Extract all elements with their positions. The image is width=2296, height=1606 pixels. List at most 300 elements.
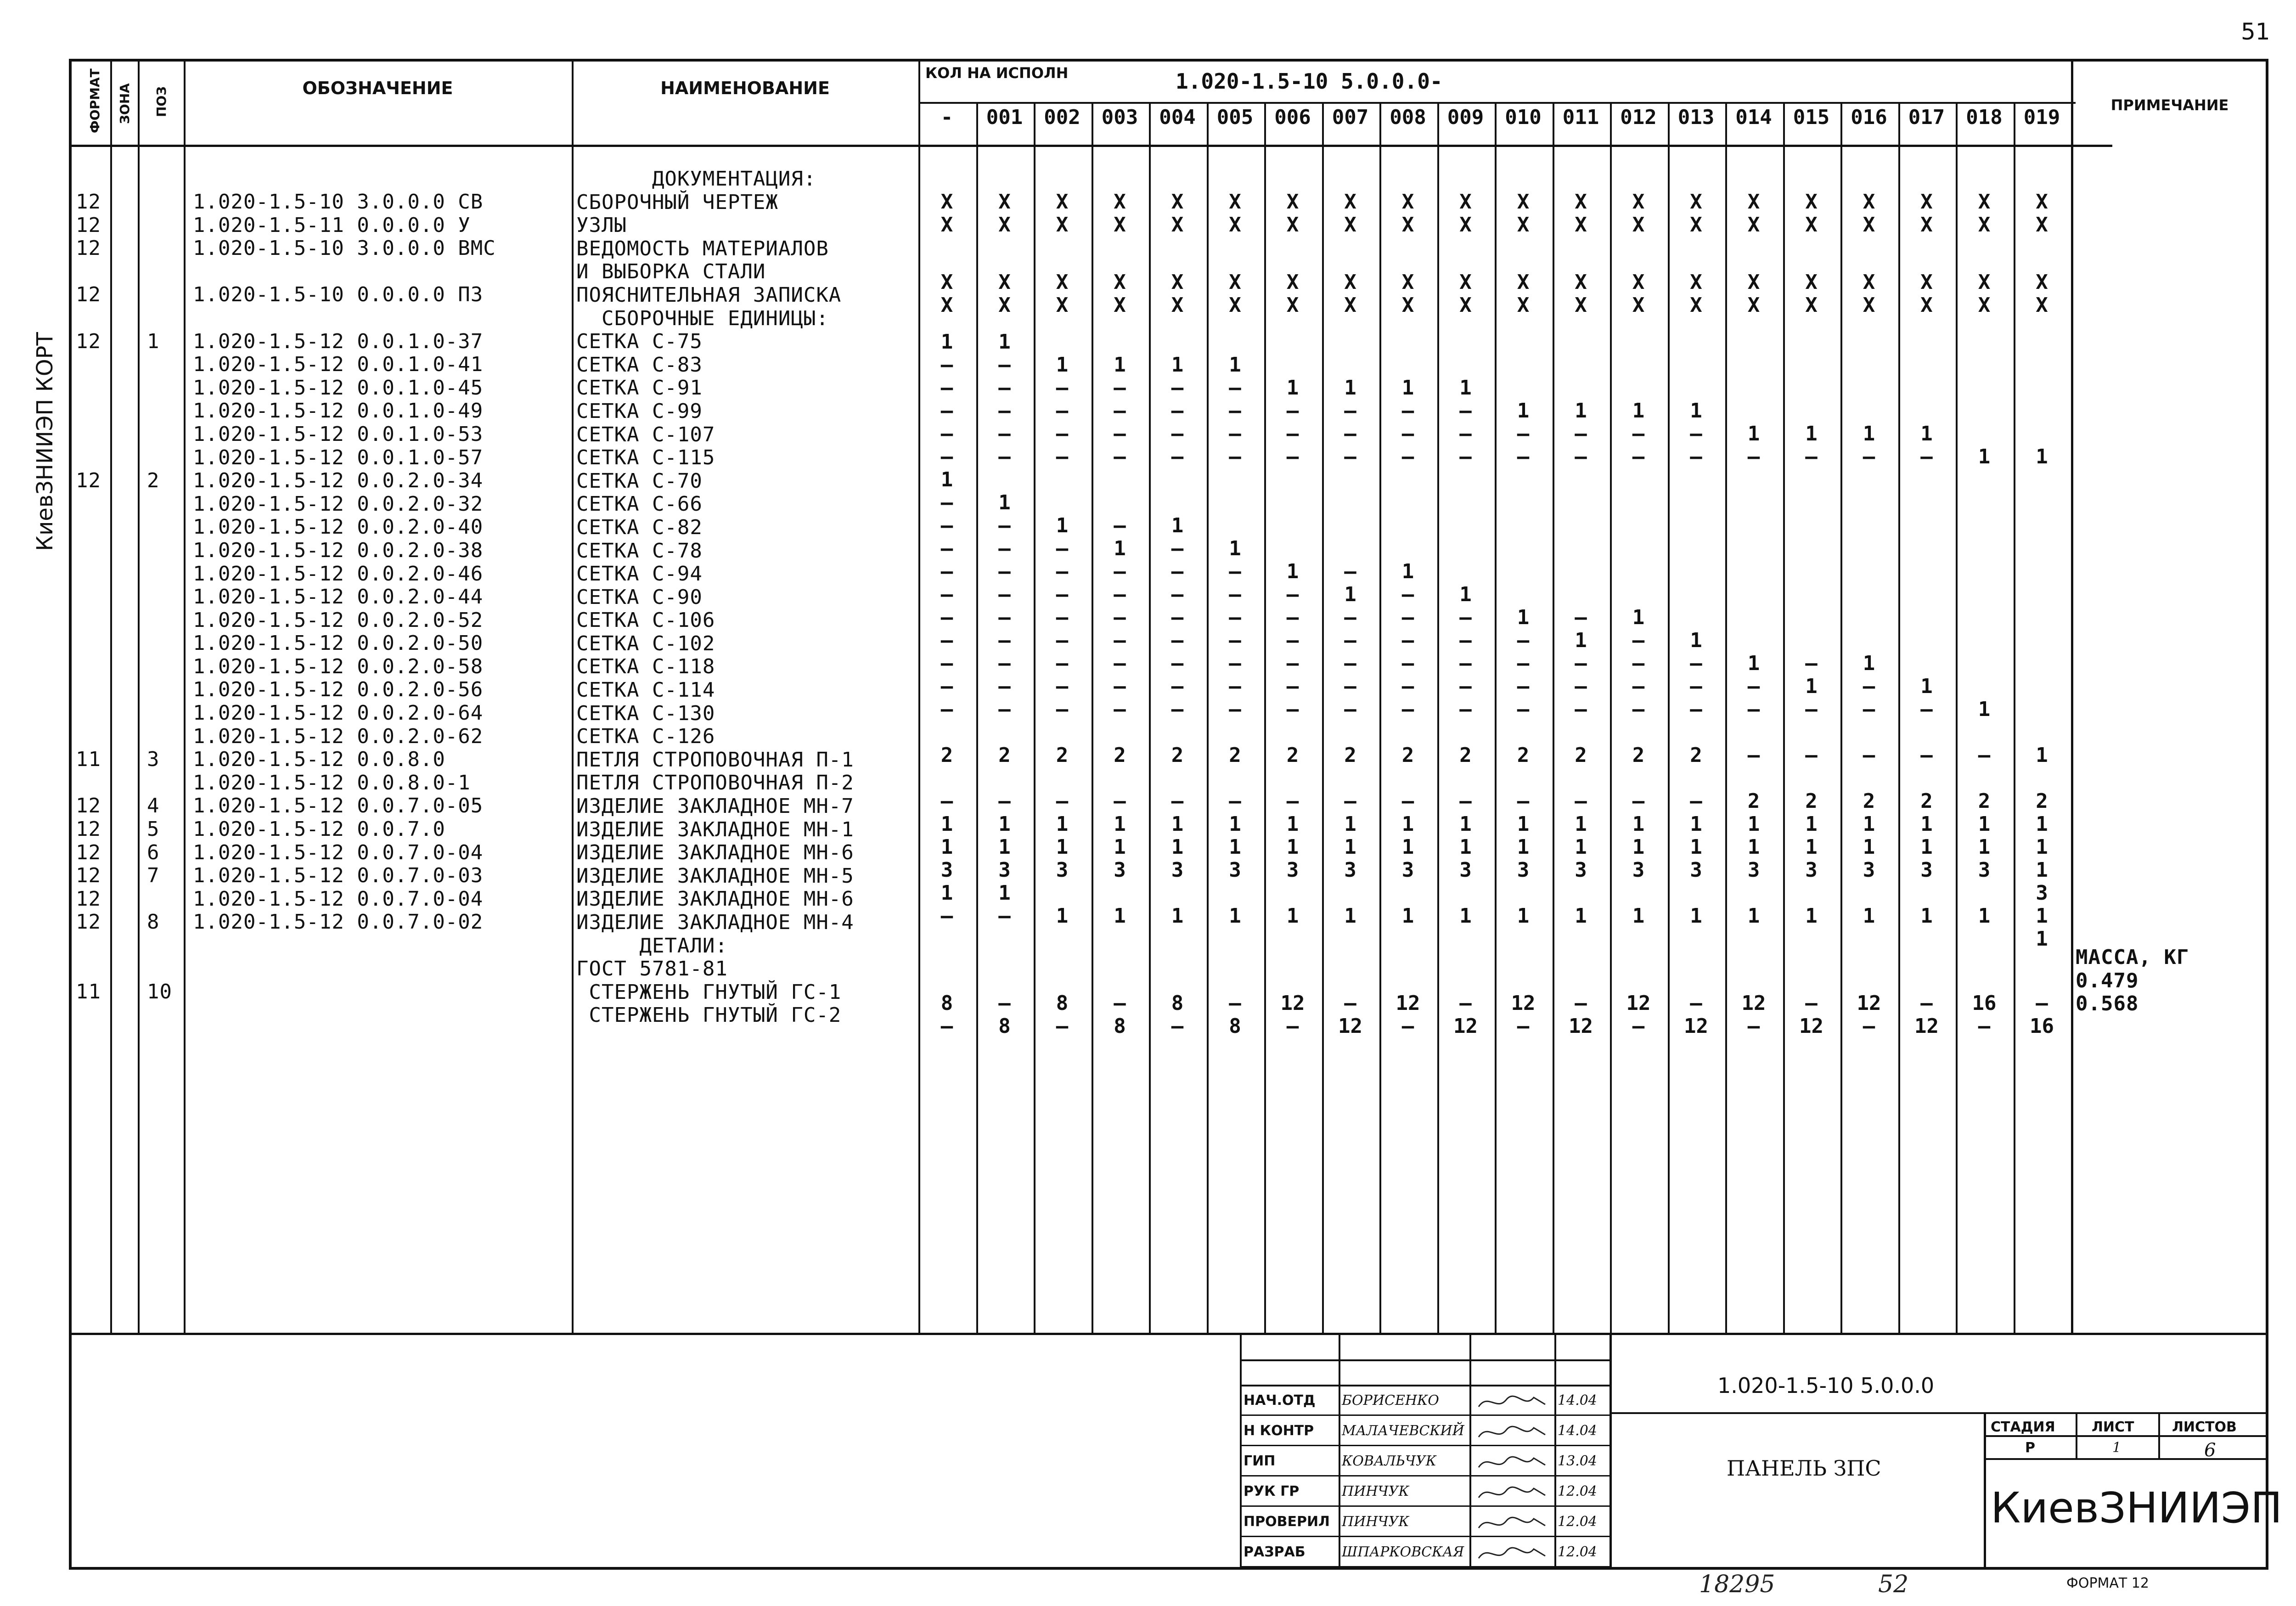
name-entry: ПЕТЛЯ СТРОПОВОЧНАЯ П-2 xyxy=(576,771,854,795)
tb-role: ГИП xyxy=(1244,1453,1276,1469)
qty-cell: 2 xyxy=(1805,789,1818,813)
format-entry xyxy=(76,702,101,725)
qty-cell: – xyxy=(1114,422,1126,445)
qty-cell: 1 xyxy=(1575,835,1587,859)
name-column xyxy=(576,168,854,1027)
tb-doc-number: 1.020-1.5-10 5.0.0.0 xyxy=(1717,1373,1935,1398)
name-entry: СЕТКА С-75 xyxy=(576,330,703,354)
qty-cell: 1 xyxy=(1863,835,1875,859)
qty-cell: 1 xyxy=(1575,904,1587,928)
qty-cell: – xyxy=(1920,698,1933,721)
qty-cell: 12 xyxy=(1511,992,1536,1015)
tb-line-4 xyxy=(1554,1333,1556,1570)
qty-cell: – xyxy=(1114,606,1126,629)
format-entry xyxy=(76,632,101,655)
qty-cell: 3 xyxy=(940,858,953,882)
qty-cell: 1 xyxy=(1517,606,1530,629)
qty-cell: X xyxy=(1344,270,1356,294)
qty-cell: X xyxy=(1401,213,1414,237)
qty-cell: X xyxy=(1344,213,1356,237)
qty-cell: 8 xyxy=(998,1014,1011,1038)
qty-cell: X xyxy=(1401,293,1414,317)
qty-cell: X xyxy=(2036,293,2048,317)
qty-cell: – xyxy=(1229,629,1241,652)
qty-cell: – xyxy=(1229,399,1241,423)
qty-cell: 1 xyxy=(1459,583,1472,606)
pos-entry xyxy=(147,609,172,632)
qty-cell: – xyxy=(1575,606,1587,629)
qty-cell: X xyxy=(1978,190,1991,214)
designation-entry: 1.020-1.5-12 0.0.2.0-56 xyxy=(193,678,484,702)
format-entry: 12 xyxy=(76,213,101,237)
qty-cell: X xyxy=(1229,190,1241,214)
qty-cell: – xyxy=(1171,537,1184,560)
qty-cell: 2 xyxy=(1401,744,1414,767)
qty-cell: X xyxy=(2036,270,2048,294)
qty-cell: – xyxy=(1171,652,1184,675)
qty-cell: – xyxy=(1114,445,1126,468)
qty-cell: X xyxy=(1114,213,1126,237)
qty-cell: X xyxy=(1805,190,1818,214)
qty-cell: 8 xyxy=(1114,1014,1126,1038)
qty-cell: – xyxy=(1344,992,1356,1015)
name-entry: ГОСТ 5781-81 xyxy=(576,957,728,981)
tb-title-divider xyxy=(1984,1412,1986,1570)
note-entry: 0.568 xyxy=(2076,992,2139,1016)
qty-cell: X xyxy=(998,190,1011,214)
qty-cell: – xyxy=(1978,1014,1991,1038)
qty-cell: – xyxy=(1632,422,1645,445)
qty-cell: – xyxy=(940,606,953,629)
name-entry: ИЗДЕЛИЕ ЗАКЛАДНОЕ МН-6 xyxy=(576,841,854,865)
qty-cell: – xyxy=(1920,992,1933,1015)
qty-cell: – xyxy=(1401,606,1414,629)
qty-cell: – xyxy=(1401,698,1414,721)
designation-entry: 1.020-1.5-12 0.0.7.0-02 xyxy=(193,910,484,934)
qty-cell: 1 xyxy=(1344,376,1356,400)
pos-entry: 5 xyxy=(147,817,160,841)
qty-cell: – xyxy=(940,399,953,423)
tb-sheets-label: ЛИСТОВ xyxy=(2172,1419,2237,1435)
qty-cell: – xyxy=(1805,698,1818,721)
pos-entry: 3 xyxy=(147,748,160,772)
variant-header: 015 xyxy=(1793,106,1830,129)
qty-cell: – xyxy=(1114,376,1126,400)
qty-cell: – xyxy=(1401,1014,1414,1038)
name-entry: СЕТКА С-118 xyxy=(576,655,715,679)
qty-cell: 1 xyxy=(2036,744,2048,767)
qty-cell: – xyxy=(1575,698,1587,721)
signature-mark xyxy=(1476,1542,1550,1569)
variant-header: 012 xyxy=(1620,106,1657,129)
qty-cell: 1 xyxy=(1863,422,1875,445)
col-line-qty-end xyxy=(2071,59,2073,1333)
qty-cell: 1 xyxy=(1920,675,1933,698)
qty-cell: 1 xyxy=(1459,812,1472,836)
qty-cell: 1 xyxy=(1459,376,1472,400)
format-entry: 12 xyxy=(76,283,101,307)
qty-cell: – xyxy=(940,1014,953,1038)
format-entry: 12 xyxy=(76,329,101,353)
pos-entry xyxy=(147,563,172,586)
qty-cell: – xyxy=(998,445,1011,468)
qty-cell: – xyxy=(1459,789,1472,813)
qty-cell: X xyxy=(1863,270,1875,294)
qty-cell: 1 xyxy=(940,835,953,859)
designation-entry: 1.020-1.5-12 0.0.1.0-49 xyxy=(193,399,484,423)
tb-role: РАЗРАБ xyxy=(1244,1544,1306,1560)
qty-cell: – xyxy=(1805,992,1818,1015)
format-entry xyxy=(76,400,101,423)
qty-cell: – xyxy=(1056,1014,1069,1038)
qty-cell: X xyxy=(1517,190,1530,214)
qty-cell: 1 xyxy=(1920,812,1933,836)
tb-date: 12.04 xyxy=(1558,1544,1597,1560)
tb-sheet: 1 xyxy=(2112,1440,2122,1456)
qty-cell: X xyxy=(1920,293,1933,317)
qty-cell: – xyxy=(1747,1014,1760,1038)
qty-cell: 1 xyxy=(1575,399,1587,423)
qty-cell: X xyxy=(998,213,1011,237)
pos-entry xyxy=(147,283,172,307)
qty-cell: – xyxy=(1401,399,1414,423)
tb-sign-row-line xyxy=(1240,1505,1609,1507)
qty-cell: X xyxy=(1575,213,1587,237)
variant-header: 008 xyxy=(1390,106,1426,129)
qty-cell: – xyxy=(1575,675,1587,698)
tb-date: 14.04 xyxy=(1558,1423,1597,1439)
title-block-top-line xyxy=(69,1333,2268,1335)
qty-cell: – xyxy=(940,675,953,698)
qty-cell: – xyxy=(1690,445,1702,468)
qty-cell: X xyxy=(1114,293,1126,317)
variant-header: 010 xyxy=(1505,106,1542,129)
qty-cell: X xyxy=(2036,190,2048,214)
qty-cell: – xyxy=(1056,652,1069,675)
qty-cell: – xyxy=(1286,698,1299,721)
qty-cell: – xyxy=(1344,698,1356,721)
qty-cell: X xyxy=(998,293,1011,317)
format-entry xyxy=(76,678,101,702)
designation-entry: 1.020-1.5-12 0.0.1.0-37 xyxy=(193,329,484,353)
qty-cell: – xyxy=(1229,422,1241,445)
name-entry: ДОКУМЕНТАЦИЯ: xyxy=(576,167,816,191)
qty-cell: X xyxy=(1632,293,1645,317)
qty-cell: X xyxy=(1056,270,1069,294)
qty-cell: X xyxy=(1920,270,1933,294)
pos-entry xyxy=(147,353,172,377)
name-entry: СЕТКА С-114 xyxy=(576,678,715,702)
qty-cell: – xyxy=(998,652,1011,675)
qty-cell: 1 xyxy=(1286,812,1299,836)
designation-entry: 1.020-1.5-12 0.0.2.0-62 xyxy=(193,724,484,748)
qty-cell: 3 xyxy=(998,858,1011,882)
variant-header: 009 xyxy=(1447,106,1484,129)
qty-cell: 1 xyxy=(1114,835,1126,859)
qty-cell: – xyxy=(1229,789,1241,813)
pos-entry xyxy=(147,214,172,237)
designation-entry: 1.020-1.5-12 0.0.1.0-57 xyxy=(193,445,484,469)
qty-cell: – xyxy=(1632,675,1645,698)
qty-cell: X xyxy=(1920,213,1933,237)
qty-cell: 2 xyxy=(1229,744,1241,767)
pos-entry xyxy=(147,191,172,214)
qty-cell: 2 xyxy=(1747,789,1760,813)
qty-cell: – xyxy=(1575,422,1587,445)
qty-cell: – xyxy=(1171,675,1184,698)
format-entry xyxy=(76,586,101,609)
designation-entry xyxy=(193,307,496,330)
name-entry: ПОЯСНИТЕЛЬНАЯ ЗАПИСКА xyxy=(576,283,842,307)
tb-title: ПАНЕЛЬ ЗПС xyxy=(1727,1456,1881,1481)
qty-cell: – xyxy=(1517,652,1530,675)
pos-entry xyxy=(147,539,172,563)
qty-cell: 1 xyxy=(940,881,953,905)
qty-cell: – xyxy=(1401,652,1414,675)
qty-cell: 12 xyxy=(1338,1014,1362,1038)
qty-cell: X xyxy=(1459,293,1472,317)
name-entry: СЕТКА С-107 xyxy=(576,423,715,446)
qty-cell: 16 xyxy=(1972,992,1997,1015)
qty-cell: – xyxy=(1747,698,1760,721)
qty-cell: – xyxy=(1517,422,1530,445)
qty-cell: – xyxy=(1575,445,1587,468)
designation-entry: 1.020-1.5-12 0.0.8.0-1 xyxy=(193,771,471,795)
qty-cell: – xyxy=(1056,422,1069,445)
qty-cell: 3 xyxy=(1229,858,1241,882)
qty-cell: 1 xyxy=(1401,376,1414,400)
pos-entry xyxy=(147,400,172,423)
qty-cell: 12 xyxy=(1569,1014,1593,1038)
header-qty-base: 1.020-1.5-10 5.0.0.0- xyxy=(1176,69,1443,94)
format-entry xyxy=(76,1004,101,1027)
qty-cell: X xyxy=(1863,293,1875,317)
qty-cell: – xyxy=(998,629,1011,652)
qty-cell: X xyxy=(940,270,953,294)
qty-cell: 1 xyxy=(1863,812,1875,836)
designation-entry: 1.020-1.5-12 0.0.8.0 xyxy=(193,748,445,772)
format-entry xyxy=(76,539,101,563)
name-entry: СЕТКА С-130 xyxy=(576,701,715,725)
qty-cell: X xyxy=(940,190,953,214)
qty-cell: X xyxy=(1286,270,1299,294)
qty-cell: – xyxy=(1863,698,1875,721)
qty-cell: 8 xyxy=(1171,992,1184,1015)
qty-cell: 3 xyxy=(1978,858,1991,882)
qty-cell: – xyxy=(1114,675,1126,698)
qty-cell: X xyxy=(1863,213,1875,237)
qty-cell: – xyxy=(1863,675,1875,698)
pos-column xyxy=(147,191,172,1027)
qty-cell: – xyxy=(1114,629,1126,652)
qty-cell: 1 xyxy=(1690,812,1702,836)
name-entry: ИЗДЕЛИЕ ЗАКЛАДНОЕ МН-1 xyxy=(576,817,854,841)
designation-entry: 1.020-1.5-11 0.0.0.0 У xyxy=(193,213,471,237)
qty-cell: X xyxy=(1459,190,1472,214)
qty-cell: 3 xyxy=(1805,858,1818,882)
tb-date: 12.04 xyxy=(1558,1514,1597,1530)
qty-cell: 16 xyxy=(2030,1014,2054,1038)
pos-entry: 1 xyxy=(147,329,160,353)
qty-cell: – xyxy=(1114,399,1126,423)
name-entry: СЕТКА С-102 xyxy=(576,631,715,655)
note-column xyxy=(2076,946,2189,1016)
qty-cell: 1 xyxy=(1978,445,1991,468)
qty-cell: – xyxy=(1863,744,1875,767)
qty-cell: – xyxy=(1459,698,1472,721)
variant-header: 006 xyxy=(1274,106,1311,129)
footer-page: 52 xyxy=(1878,1571,1909,1598)
qty-cell: X xyxy=(1978,293,1991,317)
qty-cell: 12 xyxy=(1857,992,1881,1015)
header-bottom-line xyxy=(69,145,2112,147)
qty-cell: 1 xyxy=(1632,904,1645,928)
pos-entry xyxy=(147,655,172,679)
qty-cell: X xyxy=(1805,293,1818,317)
tb-stage-divider-2 xyxy=(2158,1412,2160,1458)
footer-inv: 18295 xyxy=(1699,1571,1775,1598)
qty-cell: – xyxy=(940,514,953,537)
qty-cell: 1 xyxy=(1863,904,1875,928)
signature-mark xyxy=(1476,1482,1550,1509)
qty-cell: – xyxy=(1344,675,1356,698)
qty-cell: – xyxy=(940,629,953,652)
qty-cell: 2 xyxy=(1344,744,1356,767)
designation-entry: 1.020-1.5-12 0.0.2.0-52 xyxy=(193,608,484,632)
qty-cell: X xyxy=(1171,213,1184,237)
header-name: НАИМЕНОВАНИЕ xyxy=(660,78,830,98)
qty-cell: – xyxy=(1805,445,1818,468)
qty-cell: 1 xyxy=(1517,904,1530,928)
qty-cell: 1 xyxy=(1747,835,1760,859)
pos-entry xyxy=(147,1004,172,1027)
tb-sheets: 6 xyxy=(2204,1440,2216,1461)
qty-cell: 2 xyxy=(2036,789,2048,813)
qty-cell: – xyxy=(1978,744,1991,767)
qty-cell: – xyxy=(940,445,953,468)
qty-cell: – xyxy=(1344,445,1356,468)
variant-header: 016 xyxy=(1851,106,1887,129)
pos-entry xyxy=(147,516,172,539)
qty-cell: – xyxy=(1344,606,1356,629)
qty-cell: – xyxy=(940,537,953,560)
qty-cell: X xyxy=(1747,213,1760,237)
qty-cell: 1 xyxy=(1229,537,1241,560)
qty-cell: – xyxy=(1632,789,1645,813)
qty-cell: – xyxy=(1229,606,1241,629)
qty-cell: – xyxy=(998,583,1011,606)
qty-cell: 2 xyxy=(1114,744,1126,767)
name-entry: СЕТКА С-91 xyxy=(576,376,703,400)
qty-cell: – xyxy=(940,560,953,583)
qty-cell: 1 xyxy=(1747,422,1760,445)
name-entry: ВЕДОМОСТЬ МАТЕРИАЛОВ xyxy=(576,237,829,260)
qty-cell: 1 xyxy=(1229,835,1241,859)
qty-cell: 1 xyxy=(1229,812,1241,836)
qty-cell: – xyxy=(1344,422,1356,445)
pos-entry xyxy=(147,493,172,516)
pos-entry xyxy=(147,678,172,702)
qty-cell: – xyxy=(1171,1014,1184,1038)
qty-cell: 1 xyxy=(1920,422,1933,445)
format-entry: 12 xyxy=(76,910,101,934)
qty-cell: 1 xyxy=(1056,835,1069,859)
qty-cell: – xyxy=(1056,583,1069,606)
qty-cell: X xyxy=(1056,190,1069,214)
qty-cell: 1 xyxy=(998,330,1011,354)
designation-entry: 1.020-1.5-10 3.0.0.0 СВ xyxy=(193,190,484,214)
footer-format: ФОРМАТ 12 xyxy=(2066,1575,2149,1591)
format-entry xyxy=(76,609,101,632)
designation-entry: 1.020-1.5-12 0.0.7.0-05 xyxy=(193,794,484,818)
qty-cell: – xyxy=(1690,992,1702,1015)
tb-stage-line xyxy=(1984,1435,2268,1437)
qty-cell: 3 xyxy=(2036,881,2048,905)
qty-cell: 1 xyxy=(1690,904,1702,928)
pos-entry: 4 xyxy=(147,794,160,818)
qty-cell: – xyxy=(1114,514,1126,537)
tb-stage-line-2 xyxy=(1984,1458,2268,1460)
qty-cell: 1 xyxy=(1401,812,1414,836)
designation-entry: 1.020-1.5-12 0.0.7.0-04 xyxy=(193,840,484,864)
tb-stage-label: СТАДИЯ xyxy=(1991,1419,2055,1435)
qty-cell: X xyxy=(1229,270,1241,294)
qty-cell: 1 xyxy=(1690,399,1702,423)
qty-cell: – xyxy=(1747,445,1760,468)
designation-entry: 1.020-1.5-12 0.0.1.0-41 xyxy=(193,353,484,377)
qty-cell: – xyxy=(1632,698,1645,721)
qty-cell: 1 xyxy=(1978,698,1991,721)
qty-cell: 1 xyxy=(1344,812,1356,836)
qty-cell: – xyxy=(1401,583,1414,606)
format-entry: 12 xyxy=(76,469,101,493)
tb-date: 14.04 xyxy=(1558,1392,1597,1409)
qty-cell: – xyxy=(1632,1014,1645,1038)
pos-entry xyxy=(147,772,172,795)
format-entry: 12 xyxy=(76,887,101,911)
name-entry: СЕТКА С-83 xyxy=(576,353,703,377)
qty-cell: 3 xyxy=(1920,858,1933,882)
qty-cell: – xyxy=(1920,445,1933,468)
qty-cell: – xyxy=(1459,399,1472,423)
qty-cell: X xyxy=(1056,293,1069,317)
qty-cell: – xyxy=(940,698,953,721)
qty-cell: – xyxy=(1401,789,1414,813)
qty-cell: – xyxy=(1286,652,1299,675)
name-entry: СЕТКА С-106 xyxy=(576,609,715,632)
qty-cell: – xyxy=(1056,376,1069,400)
qty-cell: X xyxy=(1286,213,1299,237)
qty-cell: – xyxy=(1171,789,1184,813)
designation-entry xyxy=(193,1004,496,1027)
pos-entry xyxy=(147,237,172,260)
variant-header: 004 xyxy=(1159,106,1196,129)
qty-cell: 1 xyxy=(1690,835,1702,859)
designation-entry: 1.020-1.5-12 0.0.2.0-44 xyxy=(193,585,484,609)
qty-cell: 1 xyxy=(1229,904,1241,928)
qty-cell: 12 xyxy=(1453,1014,1478,1038)
tb-sign-row-top xyxy=(1240,1359,1609,1361)
qty-cell: – xyxy=(1286,789,1299,813)
qty-cell: X xyxy=(1690,213,1702,237)
qty-cell: 1 xyxy=(1863,652,1875,675)
qty-cell: – xyxy=(1344,629,1356,652)
name-entry: СЕТКА С-94 xyxy=(576,562,703,586)
format-entry xyxy=(76,353,101,377)
format-entry xyxy=(76,958,101,981)
qty-cell: 1 xyxy=(1978,904,1991,928)
name-entry: СЕТКА С-82 xyxy=(576,515,703,539)
